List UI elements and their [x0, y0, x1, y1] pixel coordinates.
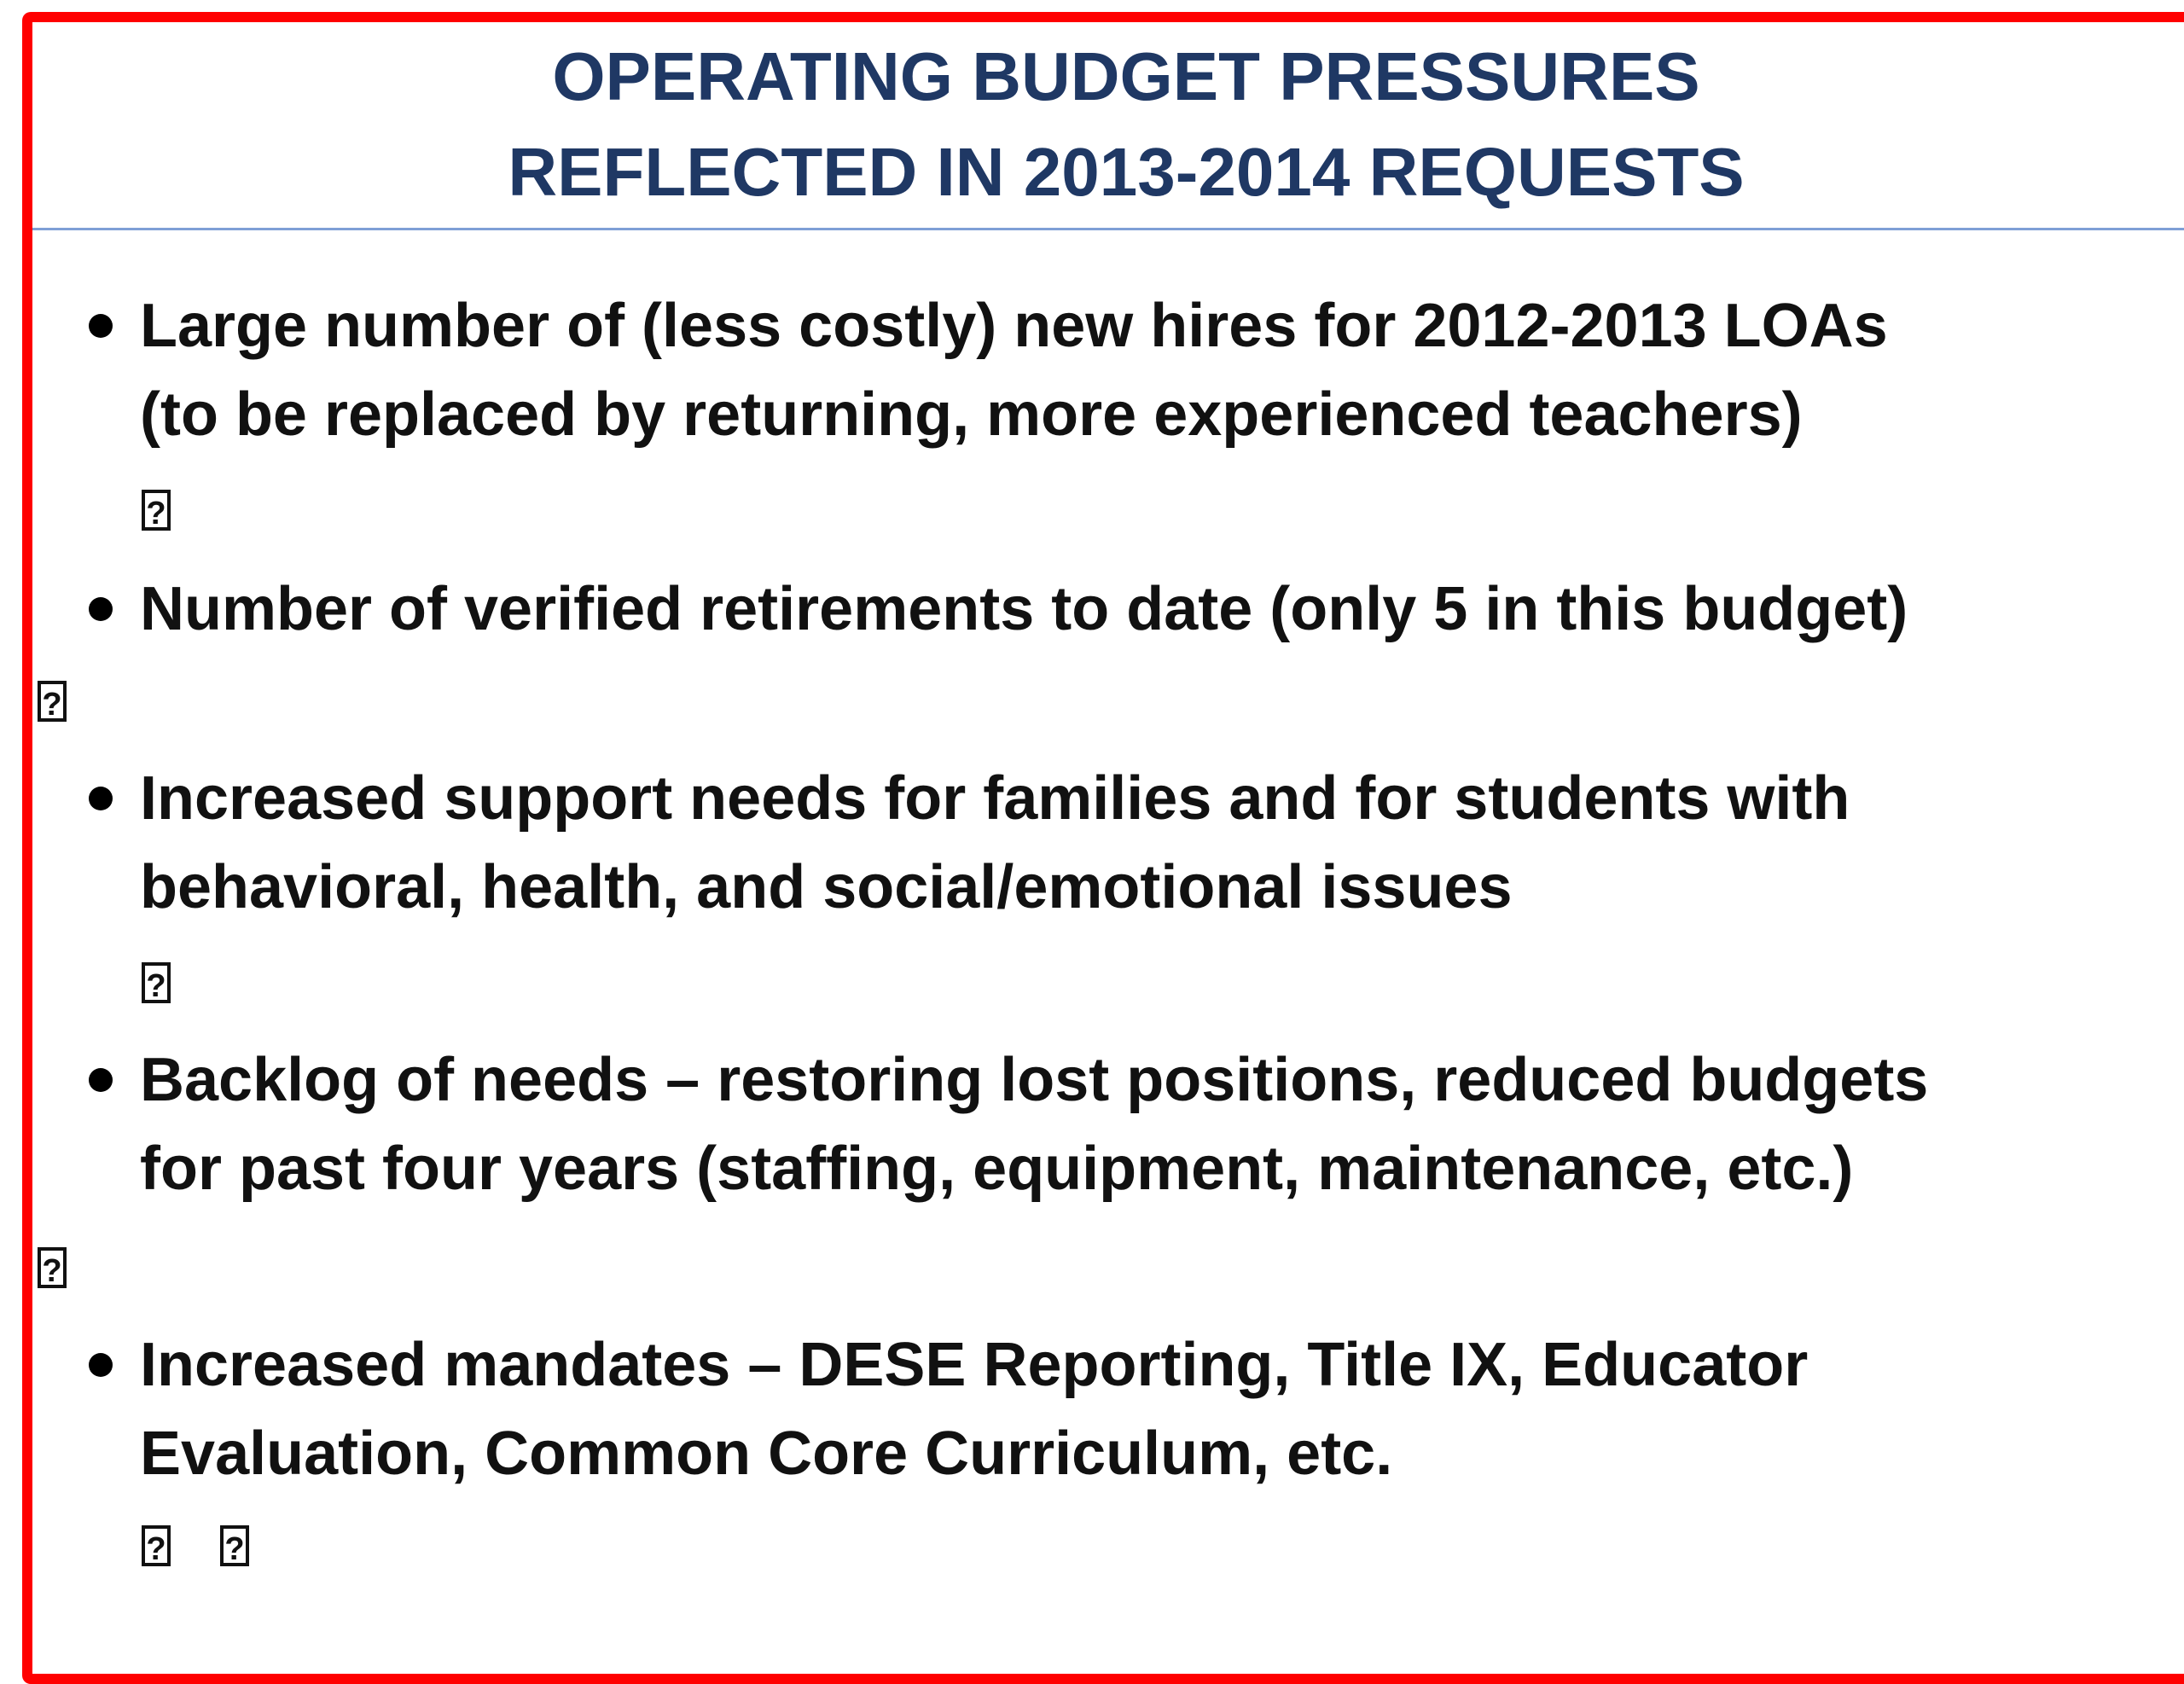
bullet-dot-icon	[89, 597, 113, 621]
missing-glyph-icon	[142, 1525, 171, 1566]
bullet-text-1	[140, 282, 2170, 459]
missing-glyph-icon	[142, 490, 171, 531]
bullet-list	[0, 282, 2184, 1638]
missing-glyph-icon	[220, 1525, 249, 1566]
bullet-text-5	[140, 1321, 2170, 1498]
bullet-5-line-1: Increased mandates – DESE Reporting, Title IX, Educator	[140, 1331, 1809, 1399]
title-divider	[32, 228, 2184, 230]
title-line-2: REFLECTED IN 2013-2014 REQUESTS	[508, 134, 1745, 210]
bullet-text-4	[140, 1036, 2170, 1213]
bullet-dot-icon	[89, 1353, 113, 1377]
bullet-dot-icon	[89, 1068, 113, 1092]
missing-glyph-icon	[38, 1247, 67, 1288]
bullet-text-2	[140, 565, 2170, 653]
bullet-5-line-2: Evaluation, Common Core Curriculum, etc.	[140, 1420, 1393, 1488]
bullet-3-line-1: Increased support needs for families and for students with	[140, 764, 1850, 833]
bullet-4-line-2: for past four years (staffing, equipment, maintenance, etc.)	[140, 1135, 1854, 1203]
slide-title	[34, 29, 2184, 220]
title-line-1: OPERATING BUDGET PRESSURES	[552, 38, 1700, 114]
bullet-3-line-2: behavioral, health, and social/emotional issues	[140, 853, 1513, 921]
bullet-dot-icon	[89, 314, 113, 338]
bullet-text-3	[140, 754, 2170, 932]
bullet-2-line-1: Number of verified retirements to date (only 5 in this budget)	[140, 575, 1908, 643]
bullet-4-line-1: Backlog of needs – restoring lost positions, reduced budgets	[140, 1046, 1929, 1114]
bullet-1-line-1: Large number of (less costly) new hires for 2012-2013 LOAs	[140, 292, 1888, 360]
missing-glyph-icon	[38, 681, 67, 722]
missing-glyph-icon	[142, 962, 171, 1003]
bullet-dot-icon	[89, 787, 113, 810]
bullet-1-line-2: (to be replaced by returning, more experienced teachers)	[140, 380, 1803, 449]
